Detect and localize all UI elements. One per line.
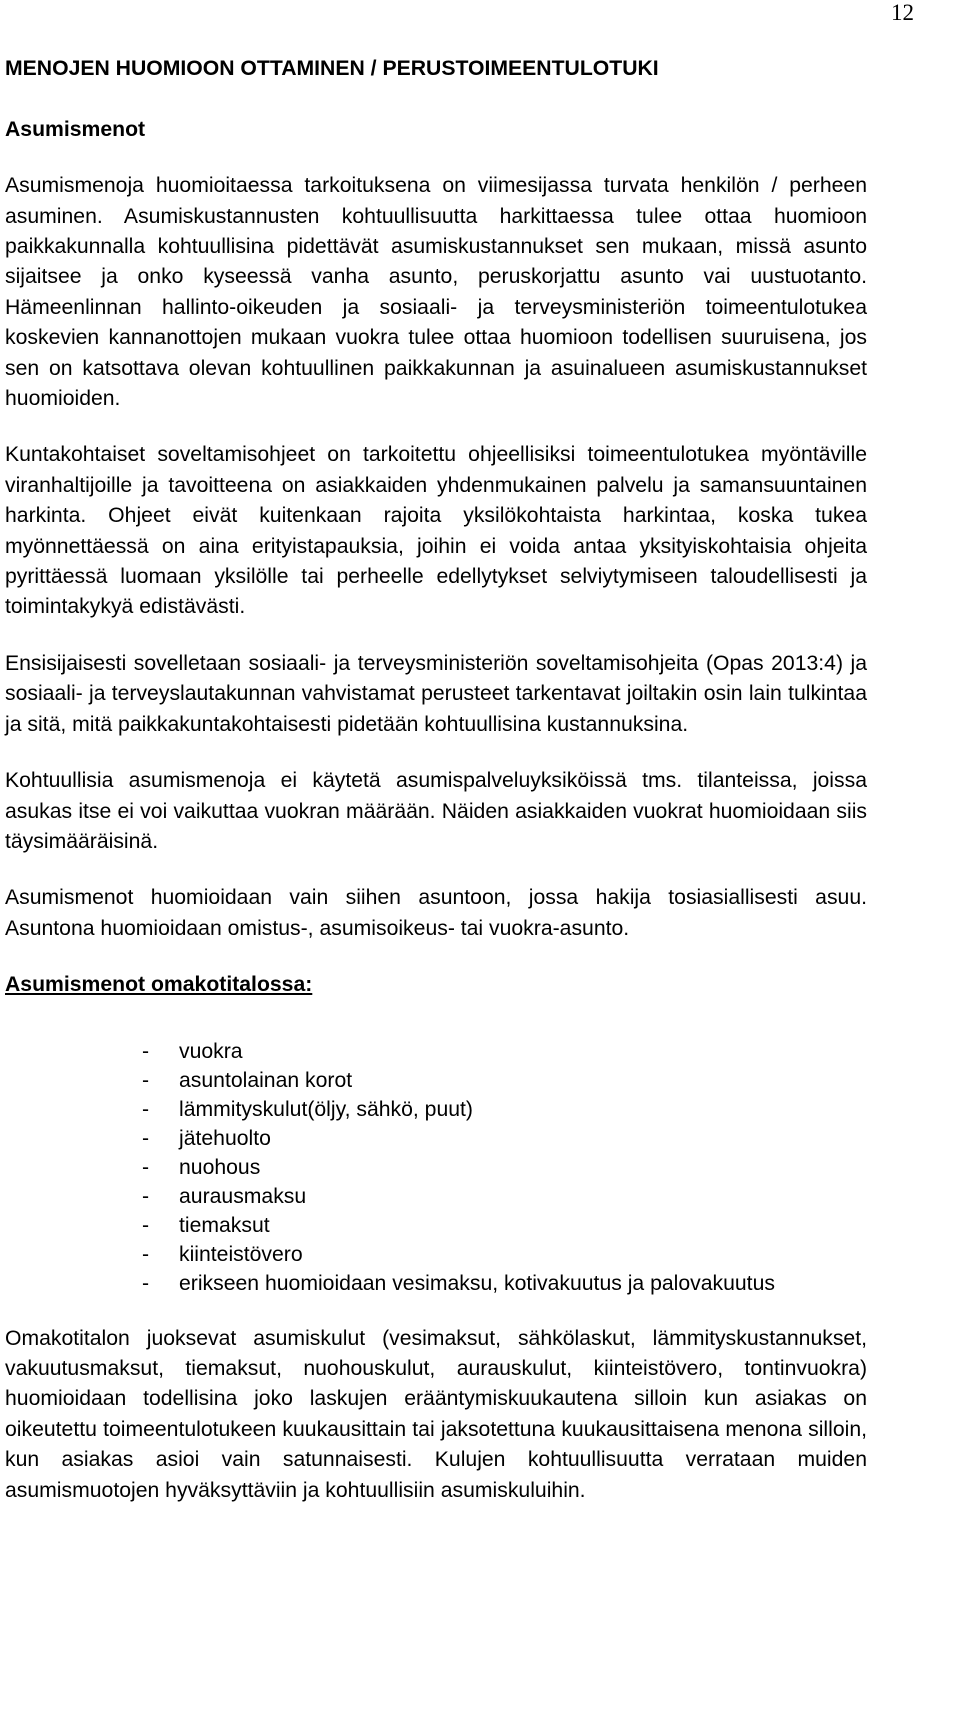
- list-item-text: kiinteistövero: [179, 1242, 303, 1266]
- list-item: [142, 1211, 867, 1240]
- list-item-text: aurausmaksu: [179, 1184, 307, 1208]
- section-subtitle: Asumismenot: [5, 117, 146, 141]
- list-item-text: erikseen huomioidaan vesimaksu, kotivakuutus ja palovakuutus: [179, 1271, 775, 1295]
- document-body: [5, 54, 867, 1532]
- list-dash: -: [142, 1039, 150, 1063]
- list-item: [142, 1269, 867, 1298]
- list-item: [142, 1095, 867, 1124]
- list-dash: -: [142, 1213, 150, 1237]
- list-item-text: jätehuolto: [179, 1126, 271, 1150]
- list-dash: -: [142, 1242, 150, 1266]
- list-item: [142, 1037, 867, 1066]
- list-item: [142, 1182, 867, 1211]
- list-dash: -: [142, 1126, 150, 1150]
- list-dash: -: [142, 1184, 150, 1208]
- paragraph: Asumismenoja huomioitaessa tarkoituksena on viimesijassa turvata henkilön / perheen asuminen. Asumiskustannusten kohtuullisuutta harkittaessa tulee ottaa huomioon paikkakunnalla kohtuullisina pidettävät asumiskustannukset sen mukaan, missä asunto sijaitsee ja onko kyseessä vanha asunto, peruskorjattu asunto vai uustuotanto. Hämeenlinnan hallinto-oikeuden ja sosiaali- ja terveysministeriön toimeentulotukea koskevien kannanottojen mukaan vuokra tulee ottaa huomioon todellisen suuruisena, jos sen on katsottava olevan kohtuullinen paikkakunnan ja asuinalueen asumiskustannukset huomioiden.: [5, 174, 867, 411]
- page-number: 12: [891, 0, 914, 25]
- closing-paragraph: Omakotitalon juoksevat asumiskulut (vesimaksut, sähkölaskut, lämmityskustannukset, vakuutusmaksut, tiemaksut, nuohouskulut, aurauskulut, kiinteistövero, tontinvuokra) huomioidaan todellisina joko laskujen erääntymiskuukautena silloin kun asiakas on oikeutettu toimeentulotukeen kuukausittain tai jaksotettuna kuukausittaisena menona silloin, kun asiakas asioi vain satunnaisesti. Kulujen kohtuullisuutta verrataan muiden asumismuotojen hyväksyttäviin ja kohtuullisiin asumiskuluihin.: [5, 1326, 867, 1502]
- expense-list: [5, 1037, 867, 1298]
- list-dash: -: [142, 1068, 150, 1092]
- list-item-text: nuohous: [179, 1155, 261, 1179]
- list-dash: -: [142, 1155, 150, 1179]
- section-heading: Asumismenot omakotitalossa:: [5, 973, 313, 997]
- list-item: [142, 1066, 867, 1095]
- list-item: [142, 1124, 867, 1153]
- list-dash: -: [142, 1271, 150, 1295]
- list-item-text: lämmityskulut(öljy, sähkö, puut): [179, 1097, 473, 1121]
- paragraph: Ensisijaisesti sovelletaan sosiaali- ja terveysministeriön soveltamisohjeita (Opas 2013:4) ja sosiaali- ja terveyslautakunnan vahvistamat perusteet tarkentavat joiltakin osin lain tulkintaa ja sitä, mitä paikkakuntakohtaisesti pidetään kohtuullisina kustannuksina.: [5, 651, 867, 736]
- paragraph: Kuntakohtaiset soveltamisohjeet on tarkoitettu ohjeellisiksi toimeentulotukea myöntäville viranhaltijoille ja tavoitteena on asiakkaiden yhdenmukainen palvelu ja samansuuntainen harkinta. Ohjeet eivät kuitenkaan rajoita yksilökohtaista harkintaa, koska tukea myönnettäessä on aina erityistapauksia, joihin ei voida antaa yksityiskohtaisia ohjeita pyrittäessä luomaan yksilölle tai perheelle edellytykset selviytymiseen taloudellisesti ja toimintakykyä edistävästi.: [5, 443, 867, 619]
- list-item: [142, 1153, 867, 1182]
- list-item-text: asuntolainan korot: [179, 1068, 353, 1092]
- list-item-text: tiemaksut: [179, 1213, 270, 1237]
- document-title: MENOJEN HUOMIOON OTTAMINEN / PERUSTOIMEENTULOTUKI: [5, 57, 659, 80]
- list-item: [142, 1240, 867, 1269]
- list-dash: -: [142, 1097, 150, 1121]
- paragraph: Asumismenot huomioidaan vain siihen asuntoon, jossa hakija tosiasiallisesti asuu. Asuntona huomioidaan omistus-, asumisoikeus- tai vuokra-asunto.: [5, 886, 867, 940]
- paragraph: Kohtuullisia asumismenoja ei käytetä asumispalveluyksiköissä tms. tilanteissa, joissa asukas itse ei voi vaikuttaa vuokran määrään. Näiden asiakkaiden vuokrat huomioidaan siis täysimääräisinä.: [5, 769, 867, 853]
- list-item-text: vuokra: [179, 1039, 243, 1063]
